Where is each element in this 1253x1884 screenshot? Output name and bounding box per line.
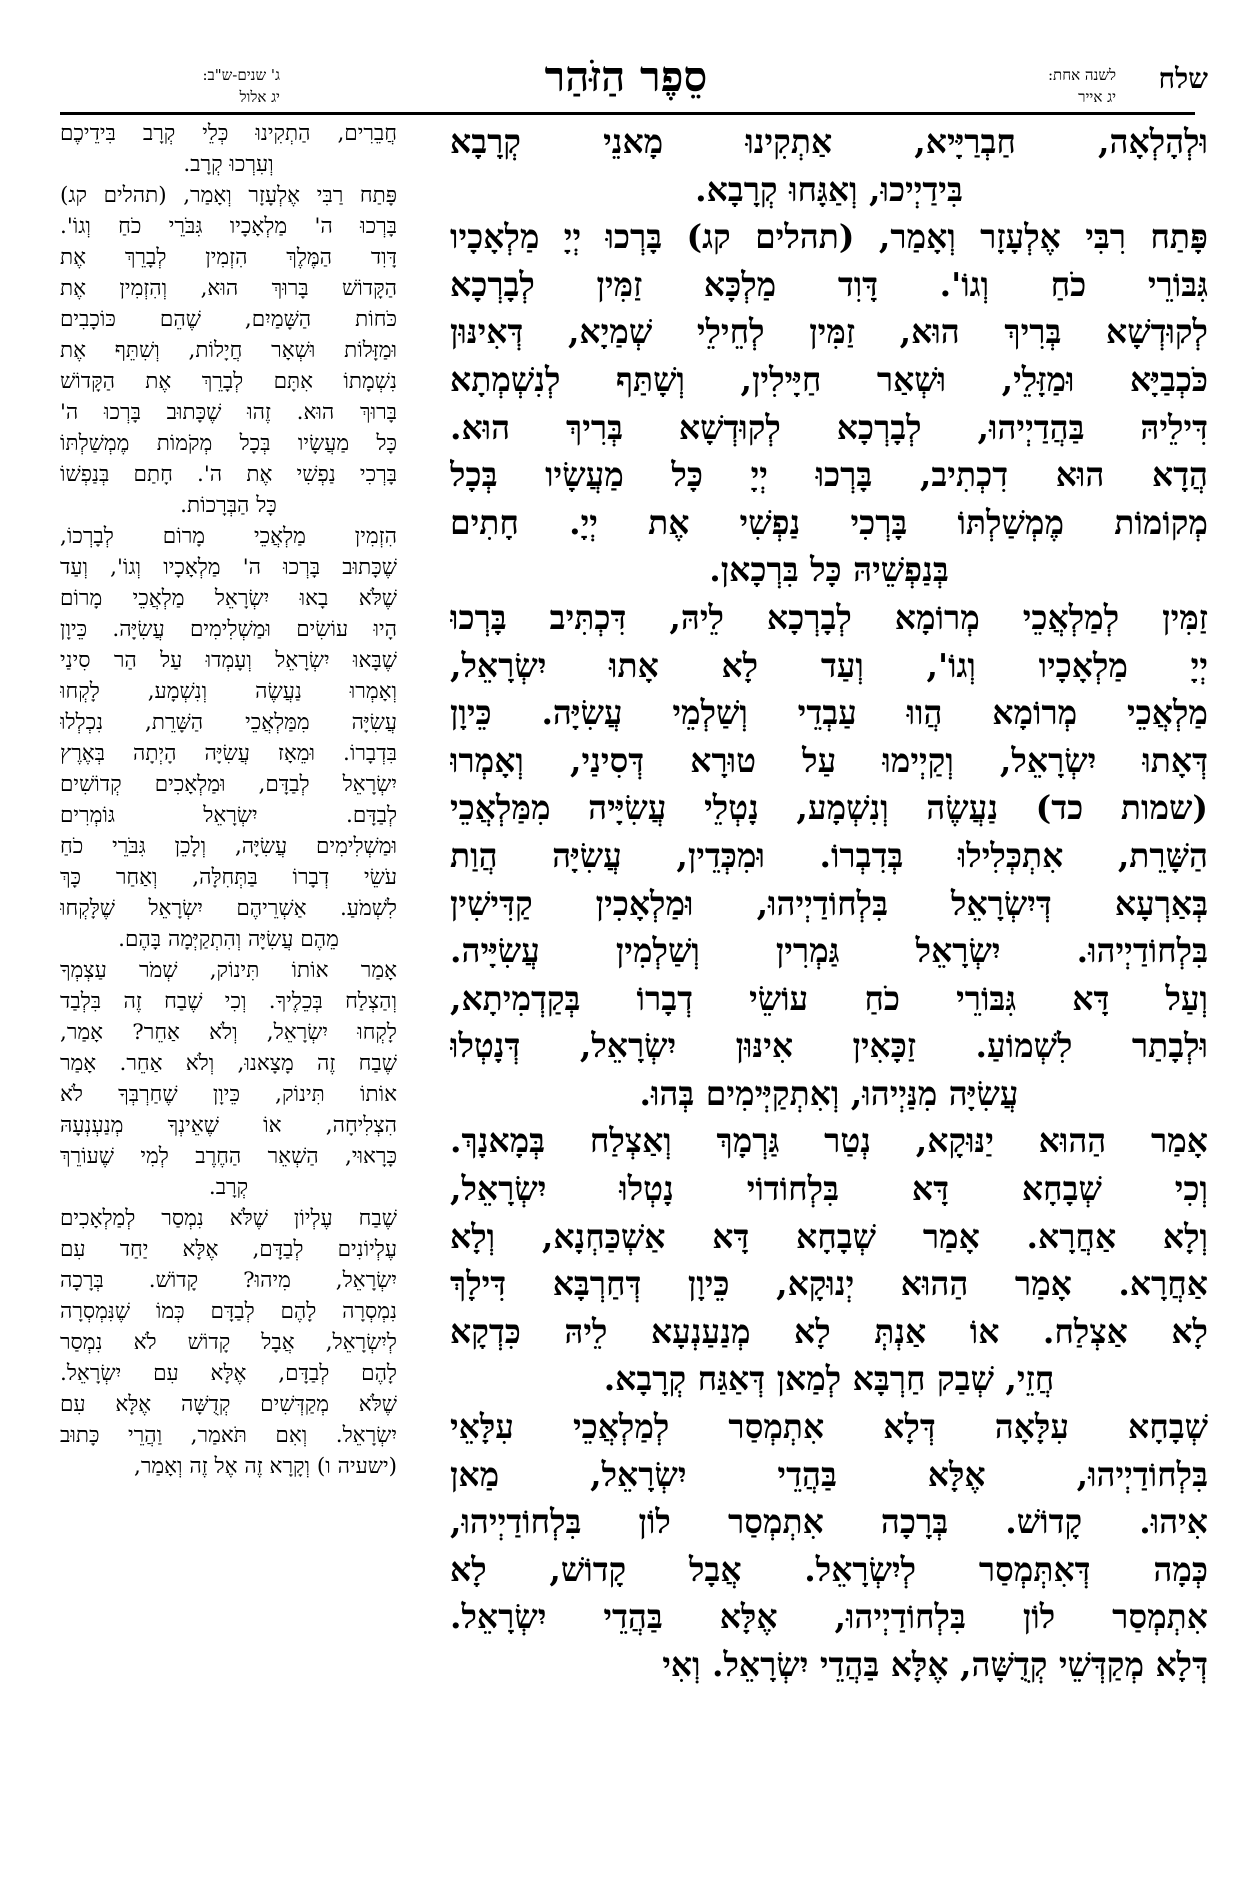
- schedule-one-year-label: לשנה אחת:: [1048, 66, 1116, 84]
- text-line: אִיהוּ. קָדוֹשׁ. בְּרָכָה אִתְמְסַר לוֹן בִּלְחוֹדַיְיהוּ,: [450, 1502, 1208, 1542]
- text-line: אָמַר הַהוּא יַנּוּקָא, נְטַר גַּרְמָךְ וְאַצְלַח בְּמָאנָךְ.: [450, 1121, 1208, 1161]
- book-title: סֵפֶר הַזֹּהַר: [544, 52, 708, 101]
- text-line: יְיָ מַלְאָכָיו וְגוֹ', וְעַד לָא אָתוּ יִשְׂרָאֵל,: [450, 645, 1208, 685]
- text-line: וּמַזָּלוֹת וּשְׁאָר חֲיָלוֹת, וְשִׁתֵּף אֶת: [60, 338, 397, 363]
- text-line: דִּילֵיהּ בַּהֲדַיְיהוּ, לְבָרְכָא לְקוּדְשָׁא בְּרִיךְ הוּא.: [450, 407, 1208, 447]
- text-line: בִּדְבָרוֹ. וּמֵאָז עֲשִׂיָּה הָיְתָה בְּאֶרֶץ: [60, 741, 397, 766]
- text-line: שֶׁכָּתוּב בָּרְכוּ ה' מַלְאָכָיו וְגוֹ', וְעַד: [60, 555, 397, 580]
- text-line: (ישעיה ו) וְקָרָא זֶה אֶל זֶה וְאָמַר,: [133, 1454, 397, 1479]
- text-line: נִשְׁמָתוֹ אִתָּם לְבָרֵךְ אֶת הַקָּדוֹשׁ: [60, 369, 397, 394]
- text-line: אָמַר אוֹתוֹ תִּינוֹק, שְׁמֹר עַצְמְךָ: [60, 958, 397, 983]
- text-line: לָקְחוּ יִשְׂרָאֵל, וְלֹא אַחֵר? אָמַר,: [60, 1020, 397, 1045]
- text-line: מְקוֹמוֹת מֶמְשַׁלְתּוֹ בָּרְכִי נַפְשִׁי אֶת יְיָ. חָתִים: [450, 502, 1208, 542]
- text-line: וְהַצְלַח בְּכֵלֶיךָ. וְכִי שֶׁבַח זֶה בִּלְבַד: [60, 989, 397, 1014]
- text-line: שֶׁבַח זֶה מָצָאנוּ, וְלֹא אַחֵר. אָמַר: [60, 1051, 397, 1076]
- text-line: אוֹתוֹ תִּינוֹק, כֵּיוָן שֶׁחַרְבְּךָ לֹא: [60, 1082, 397, 1107]
- text-line: נִמְסְרָה לָהֶם לְבַדָּם כְּמוֹ שֶׁנִּמְסְרָה: [60, 1299, 397, 1324]
- text-line: הַשָּׁרֵת, אִתְכְּלִילוּ בְּדִבְרוֹ. וּמִכְּדֵין, עֲשִׂיָּה הֲוַת: [450, 835, 1208, 875]
- text-line: דְּלָא מְקַדְּשֵׁי קְדֻשָּׁה, אֶלָּא בַּהֲדֵי יִשְׂרָאֵל. וְאִי: [662, 1645, 1208, 1684]
- text-line: עֲשִׂיָּה מִמַּלְאֲכֵי הַשָּׁרֵת, נִכְלְלוּ: [60, 710, 397, 735]
- text-line: כָּרָאוּי, הַשְׁאֵר הַחֶרֶב לְמִי שֶׁעוֹרֵךְ: [60, 1144, 397, 1169]
- text-line: דָּוִד הַמֶּלֶךְ הִזְמִין לְבָרֵךְ אֶת: [60, 245, 397, 270]
- text-line: בִּלְחוֹדַיְיהוּ. יִשְׂרָאֵל גַּמְרִין וְשַׁלְמִין עֲשִׂיָּיה.: [450, 931, 1208, 971]
- text-line: כֹּכְבַיָּא וּמַזָּלֵי, וּשְׁאַר חַיָּילִין, וְשָׁתַּף לְנִשְׁמְתָא: [450, 359, 1208, 399]
- aramaic-text-column: [450, 118, 1208, 1854]
- text-line: לְבַדָּם. יִשְׂרָאֵל גּוֹמְרִים: [60, 803, 397, 828]
- text-line: וּלְבָתַר לִשְׁמוֹעַ. זַכָּאִין אִינּוּן יִשְׂרָאֵל, דְּנָטְלוּ: [450, 1026, 1208, 1066]
- text-line: כֹּחוֹת הַשָּׁמַיִם, שֶׁהֵם כּוֹכָבִים: [60, 307, 397, 332]
- text-line: וְכִי שְׁבָחָא דָּא בִּלְחוֹדוֹי נָטְלוּ יִשְׂרָאֵל,: [450, 1169, 1208, 1209]
- text-line: כָּל הַבְּרָכוֹת.: [180, 493, 277, 518]
- text-line: (שמות כד) נַעֲשֶׂה וְנִשְׁמָע, נָטְלֵי עֲשִׂיָּיה מִמַּלְאֲכֵי: [450, 788, 1208, 828]
- text-line: מֵהֶם עֲשִׂיָּה וְהִתְקַיְּמָה בָּהֶם.: [118, 927, 339, 952]
- schedule-three-years-label: ג' שנים-ש"ב:: [202, 66, 280, 84]
- text-line: יִשְׂרָאֵל. וְאִם תֹּאמַר, וַהֲרֵי כָּתוּב: [60, 1423, 397, 1448]
- text-line: קְרָב.: [208, 1175, 249, 1200]
- text-line: מַלְאֲכֵי מְרוֹמָא הֲווּ עַבְדֵי וְשַׁלְמֵי עֲשִׂיָּה. כֵּיוָן: [450, 693, 1208, 733]
- text-line: עֹשֵׂי דְבָרוֹ בַּתְּחִלָּה, וְאַחַר כָּךְ: [60, 865, 397, 890]
- text-line: וְאָמְרוּ נַעֲשֶׂה וְנִשְׁמָע, לָקְחוּ: [60, 679, 397, 704]
- text-line: בָּרְכִי נַפְשִׁי אֶת ה'. חָתַם בְּנַפְשׁוֹ: [60, 462, 397, 487]
- text-line: הִצְלִיחָה, אוֹ שֶׁאֵינְךָ מְנַעְנְעָהּ: [60, 1113, 397, 1138]
- text-line: פָּתַח רַבִּי אֶלְעָזָר וְאָמַר, (תהלים קג): [60, 183, 397, 208]
- text-line: לָא אַצְלַח. אוֹ אַנְתְּ לָא מְנַעַנְעָא לֵיהּ כִּדְקָא: [450, 1311, 1208, 1351]
- text-line: וְעַל דָּא גִּבּוֹרֵי כֹחַ עוֹשֵׂי דְבָרוֹ בְּקַדְמִיתָא,: [450, 978, 1208, 1018]
- parasha-name: שלח: [1158, 62, 1208, 95]
- text-line: שְׁבָחָא עִלָּאָה דְּלָא אִתְמְסַר לְמַלְאֲכֵי עִלָּאֵי: [450, 1407, 1208, 1447]
- text-line: לְקוּדְשָׁא בְּרִיךְ הוּא, זַמִּין לְחֵילֵי שְׁמַיָא, דְּאִינּוּן: [450, 312, 1208, 352]
- text-line: בָּרְכוּ ה' מַלְאָכָיו גִּבֹּרֵי כֹחַ וְגוֹ'.: [60, 214, 397, 239]
- text-line: הֲדָא הוּא דִכְתִיב, בָּרְכוּ יְיָ כָּל מַעֲשָׂיו בְּכָל: [450, 455, 1208, 495]
- header-left: [60, 54, 280, 114]
- text-line: דְּאָתוּ יִשְׂרָאֵל, וְקַיְימוּ עַל טוּרָא דְּסִינַי, וְאָמְרוּ: [450, 740, 1208, 780]
- text-line: לִשְׁמֹעַ. אַשְׁרֵיהֶם יִשְׂרָאֵל שֶׁלָּקְחוּ: [60, 896, 397, 921]
- header-right: [958, 54, 1208, 114]
- text-line: שֶׁלֹּא מְקַדְּשִׁים קְדֻשָּׁה אֶלָּא עִם: [60, 1392, 397, 1417]
- text-line: חֲבֵרִים, הַתְקִינוּ כְּלֵי קְרָב בִּידֵיכֶם: [60, 121, 397, 146]
- hebrew-translation-column: [60, 118, 397, 1854]
- text-line: בָּרוּךְ הוּא. זֶהוּ שֶׁכָּתוּב בָּרְכוּ ה': [60, 400, 397, 425]
- text-line: וּלְהָלְאָה, חַבְרַיָּיא, אַתְקִינוּ מָאנֵי קְרָבָא: [450, 122, 1208, 161]
- text-line: הַקָּדוֹשׁ בָּרוּךְ הוּא, וְהִזְמִין אֶת: [60, 276, 397, 301]
- text-line: אִתְמְסַר לוֹן בִּלְחוֹדַיְיהוּ, אֶלָּא בַּהֲדֵי יִשְׂרָאֵל.: [450, 1597, 1208, 1637]
- text-line: שֶׁבַח עֶלְיוֹן שֶׁלֹּא נִמְסַר לְמַלְאָכִים: [60, 1206, 397, 1231]
- text-line: עֲשִׂיָּה מִנַּיְיהוּ, וְאִתְקַיְּימִים בְּהוּ.: [639, 1073, 1019, 1113]
- text-line: כְּמָה דְּאִתְּמְסַר לְיִשְׂרָאֵל. אֲבָל קָדוֹשׁ, לָא: [450, 1549, 1208, 1589]
- text-line: פָּתַח רִבִּי אֶלְעָזָר וְאָמַר, (תהלים קג) בָּרְכוּ יְיָ מַלְאָכָיו: [450, 217, 1208, 257]
- text-line: בְּאַרְעָא דְּיִשְׂרָאֵל בִּלְחוֹדַיְיהוּ, וּמַלְאָכִין קַדִּישִׁין: [450, 883, 1208, 923]
- text-line: וּמַשְׁלִימִים עֲשִׂיָּה, וְלָכֵן גִּבֹּרֵי כֹחַ: [60, 834, 397, 859]
- text-line: בְּנַפְשֵׁיהּ כָּל בִּרְכָאן.: [709, 550, 949, 590]
- header-rule: [60, 112, 1195, 115]
- text-line: גִּבּוֹרֵי כֹחַ וְגוֹ'. דָּוִד מַלְכָּא זַמִּין לְבָרְכָא: [450, 264, 1208, 304]
- schedule-three-years-date: יג אלול: [239, 88, 280, 106]
- text-line: זַמִּין לְמַלְאֲכֵי מְרוֹמָא לְבָרְכָא לֵיהּ, דִּכְתִּיב בָּרְכוּ: [450, 597, 1208, 637]
- text-line: בִּידַיְיכוּ, וְאַגָּחוּ קְרָבָא.: [695, 169, 963, 209]
- text-line: אַחֲרָא. אָמַר הַהוּא יְנוּקָא, כֵּיוָן דְּחַרְבָּא דִּילָךְ: [450, 1264, 1208, 1304]
- schedule-one-year-date: יג אייר: [1078, 88, 1116, 106]
- text-line: בִּלְחוֹדַיְיהוּ, אֶלָּא בַּהֲדֵי יִשְׂרָאֵל, מַאן: [450, 1454, 1208, 1494]
- text-line: שֶׁלֹּא בָאוּ יִשְׂרָאֵל מַלְאֲכֵי מָרוֹם: [60, 586, 397, 611]
- text-line: חֲזֵי, שְׁבַק חַרְבָּא לְמַאן דְּאַגַּח קְרָבָא.: [603, 1359, 1055, 1399]
- text-line: עֶלְיוֹנִים לְבַדָּם, אֶלָּא יַחַד עִם: [60, 1237, 397, 1262]
- text-line: הָיוּ עוֹשִׂים וּמַשְׁלִימִים עֲשִׂיָּה. כֵּיוָן: [60, 617, 397, 642]
- text-line: לְיִשְׂרָאֵל, אֲבָל קָדוֹשׁ לֹא נִמְסַר: [60, 1330, 397, 1355]
- text-line: יִשְׂרָאֵל לְבַדָּם, וּמַלְאָכִים קְדוֹשִׁים: [60, 772, 397, 797]
- text-line: הִזְמִין מַלְאֲכֵי מָרוֹם לְבָרְכוֹ,: [60, 524, 397, 549]
- text-line: וְעִרְכוּ קְרָב.: [183, 152, 274, 177]
- text-line: שֶׁבָּאוּ יִשְׂרָאֵל וְעָמְדוּ עַל הַר סִינַי: [60, 648, 397, 673]
- text-line: יִשְׂרָאֵל, מִיהוּ? קָדוֹשׁ. בְּרָכָה: [60, 1268, 397, 1293]
- text-line: וְלָא אַחֲרָא. אָמַר שְׁבָחָא דָּא אַשְׁכַּחְנָא, וְלָא: [450, 1216, 1208, 1256]
- text-line: כָּל מַעֲשָׂיו בְּכָל מְקֹמוֹת מֶמְשַׁלְתּוֹ: [60, 431, 397, 456]
- text-line: לָהֶם לְבַדָּם, אֶלָּא עִם יִשְׂרָאֵל.: [60, 1361, 397, 1386]
